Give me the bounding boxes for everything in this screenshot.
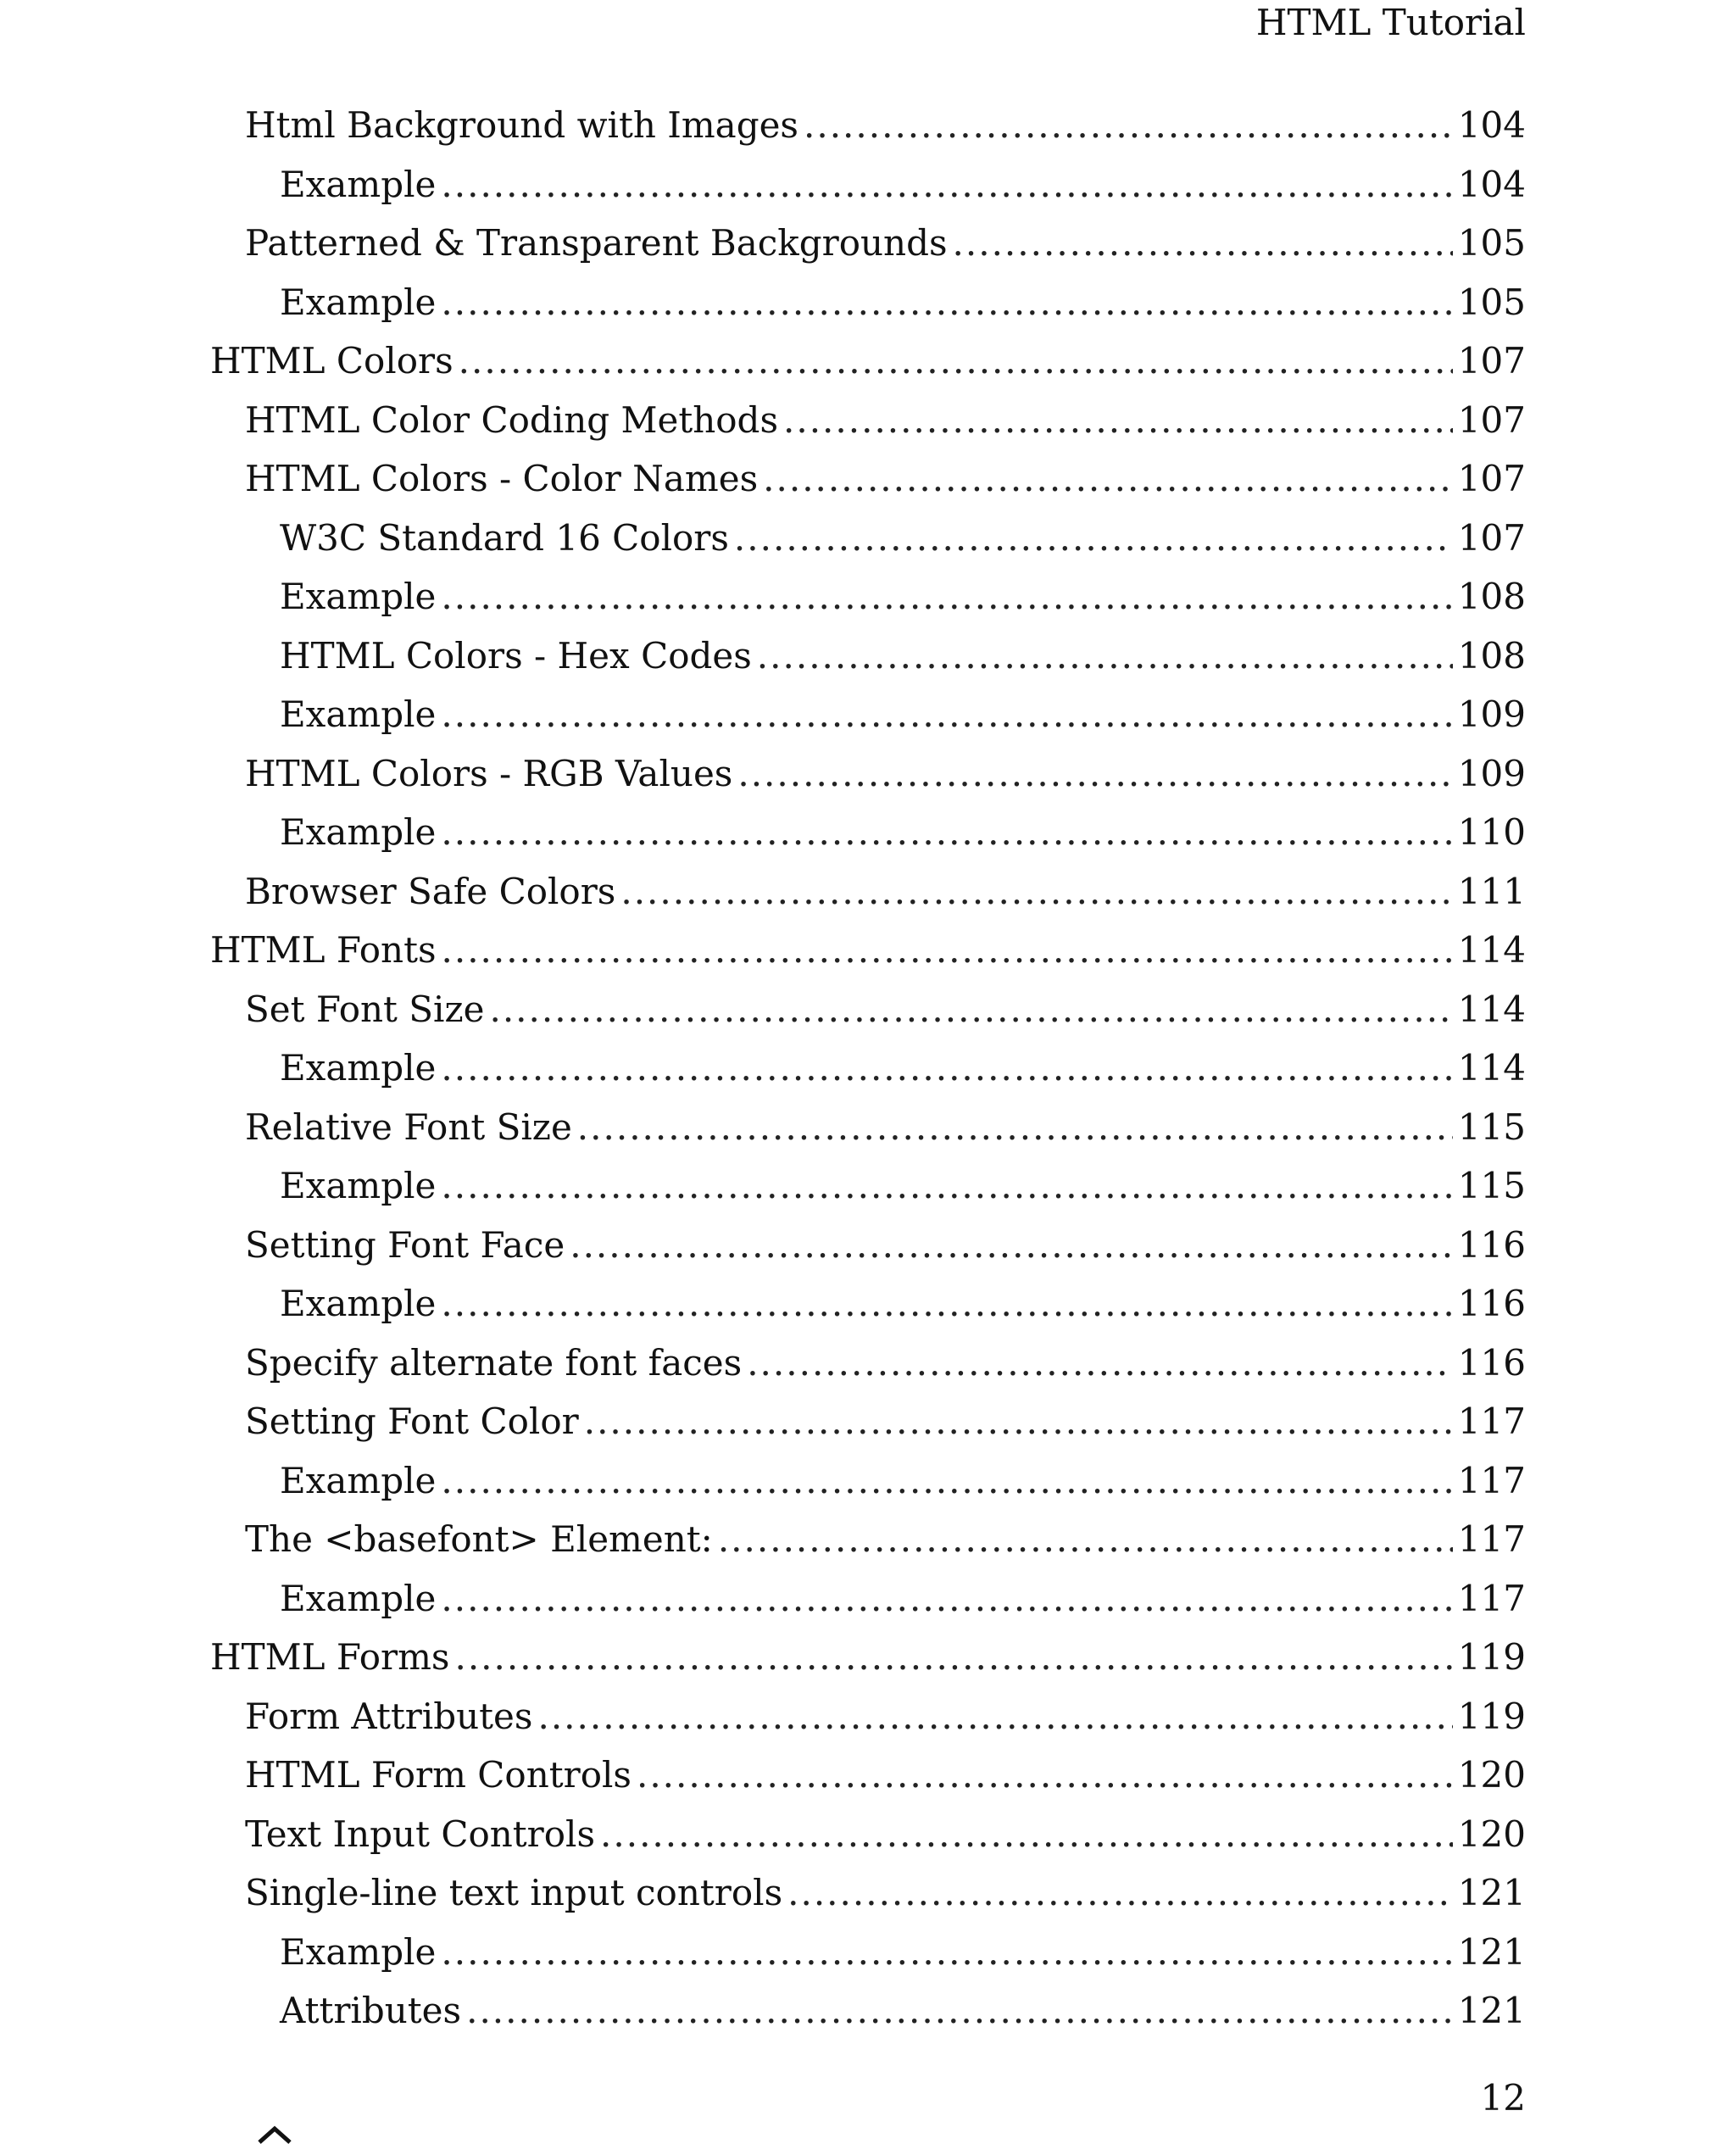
toc-entry-title: HTML Form Controls [245,1754,632,1796]
toc-entry-title: HTML Fonts [210,929,437,971]
toc-entry[interactable] [0,1514,1736,1573]
toc-entry-page: 115 [1457,1105,1526,1148]
toc-entry-page: 114 [1457,929,1526,971]
toc-entry-page: 108 [1457,576,1526,617]
toc-entry-page: 121 [1457,1990,1526,2031]
toc-entry[interactable] [0,395,1736,454]
toc-dot-leader [454,1632,1452,1683]
toc-entry-page: 117 [1457,1577,1526,1619]
toc-dot-leader [442,925,1453,976]
toc-dot-leader [637,1750,1453,1801]
toc-entry-title: Form Attributes [245,1695,533,1737]
toc-entry[interactable] [0,866,1736,926]
toc-entry-title: Attributes [280,1990,462,2031]
toc-entry[interactable] [0,925,1736,984]
toc-dot-leader [441,1927,1452,1978]
toc-dot-leader [489,984,1452,1035]
toc-entry[interactable] [0,571,1736,631]
toc-dot-leader [734,513,1453,564]
toc-entry[interactable] [0,984,1736,1044]
toc-entry[interactable] [0,1809,1736,1868]
toc-entry-title: Example [280,281,437,323]
toc-entry-page: 119 [1457,1695,1526,1737]
toc-entry-title: Example [280,1577,437,1619]
toc-entry[interactable] [0,1456,1736,1515]
toc-entry-page: 117 [1457,1518,1526,1560]
toc-dot-leader [783,395,1453,446]
toc-entry-page: 104 [1457,104,1526,146]
toc-entry[interactable] [0,749,1736,808]
toc-entry-page: 111 [1457,870,1526,912]
toc-entry-page: 104 [1457,163,1526,205]
toc-entry-page: 120 [1457,1754,1526,1796]
toc-entry-page: 108 [1457,634,1526,677]
toc-entry-title: Example [280,811,437,853]
toc-entry[interactable] [0,1927,1736,1986]
toc-entry-title: HTML Colors [210,340,453,381]
toc-entry-page: 116 [1457,1223,1526,1266]
toc-entry[interactable] [0,1632,1736,1691]
toc-entry[interactable] [0,513,1736,572]
toc-entry-title: Example [280,1283,437,1324]
toc-entry-title: Example [280,1459,437,1501]
toc-entry-page: 105 [1457,281,1526,323]
toc-entry[interactable] [0,336,1736,395]
toc-dot-leader [537,1691,1452,1742]
toc-entry-title: W3C Standard 16 Colors [280,516,729,559]
toc-entry[interactable] [0,689,1736,749]
toc-entry-title: Example [280,1930,437,1973]
toc-entry-page: 119 [1457,1636,1526,1678]
toc-entry-title: Relative Font Size [245,1105,572,1148]
toc-entry[interactable] [0,100,1736,159]
toc-entry-title: Specify alternate font faces [245,1341,743,1384]
toc-entry-page: 109 [1457,693,1526,735]
toc-dot-leader [620,866,1452,917]
toc-dot-leader [441,1043,1452,1094]
toc-entry-title: Text Input Controls [245,1813,596,1855]
toc-entry-title: Example [280,163,437,205]
toc-entry-page: 114 [1457,1047,1526,1089]
toc-entry-page: 116 [1457,1283,1526,1324]
chevron-up-icon[interactable] [254,2124,295,2144]
toc-entry[interactable] [0,159,1736,219]
toc-entry[interactable] [0,631,1736,690]
toc-entry-page: 117 [1457,1459,1526,1501]
toc-entry-page: 116 [1457,1341,1526,1384]
toc-entry-title: Example [280,693,437,735]
toc-dot-leader [804,100,1453,151]
toc-entry-title: Example [280,576,437,617]
toc-dot-leader [600,1809,1453,1860]
toc-dot-leader [441,689,1452,740]
toc-entry[interactable] [0,1043,1736,1102]
toc-dot-leader [718,1514,1453,1565]
toc-entry-title: HTML Colors - RGB Values [245,752,733,794]
toc-dot-leader [570,1220,1453,1271]
toc-entry-title: Patterned & Transparent Backgrounds [245,222,948,264]
toc-entry[interactable] [0,1985,1736,2045]
toc-entry[interactable] [0,1220,1736,1279]
toc-entry-page: 110 [1457,811,1526,853]
toc-dot-leader [953,218,1453,269]
toc-entry-page: 114 [1457,988,1526,1030]
toc-entry-page: 121 [1457,1930,1526,1973]
toc-dot-leader [441,1573,1452,1624]
toc-dot-leader [787,1868,1453,1918]
toc-entry[interactable] [0,1161,1736,1220]
running-header: HTML Tutorial [1255,2,1526,43]
toc-entry-page: 115 [1457,1165,1526,1206]
toc-dot-leader [441,1161,1452,1211]
toc-dot-leader [747,1338,1453,1389]
toc-dot-leader [441,807,1452,858]
toc-entry-title: Browser Safe Colors [245,870,616,912]
toc-entry-title: HTML Forms [210,1636,450,1678]
toc-entry[interactable] [0,454,1736,513]
toc-dot-leader [441,277,1452,328]
toc-entry-page: 107 [1457,398,1526,441]
toc-dot-leader [584,1396,1453,1447]
toc-dot-leader [577,1102,1453,1153]
toc-dot-leader [466,1985,1453,2036]
toc-entry[interactable] [0,1750,1736,1809]
toc-dot-leader [763,454,1453,504]
toc-entry-page: 117 [1457,1401,1526,1442]
toc-entry-page: 120 [1457,1813,1526,1855]
toc-entry[interactable] [0,1102,1736,1161]
toc-entry[interactable] [0,1278,1736,1338]
toc-entry-title: The <basefont> Element: [245,1518,713,1560]
toc-entry[interactable] [0,218,1736,277]
toc-entry[interactable] [0,277,1736,337]
toc-entry-page: 107 [1457,516,1526,559]
toc-entry[interactable] [0,1868,1736,1927]
page-number: 12 [1480,2077,1526,2119]
toc-entry-title: Html Background with Images [245,104,798,146]
toc-entry-title: Single-line text input controls [245,1872,783,1913]
toc-entry[interactable] [0,807,1736,866]
toc-entry-title: Setting Font Face [245,1223,565,1266]
toc-entry[interactable] [0,1338,1736,1397]
toc-entry[interactable] [0,1396,1736,1456]
table-of-contents [0,100,1736,2045]
toc-entry-title: Example [280,1165,437,1206]
toc-dot-leader [757,631,1453,682]
toc-dot-leader [441,1278,1452,1329]
toc-dot-leader [459,336,1453,387]
toc-dot-leader [441,1456,1452,1506]
toc-entry-title: HTML Color Coding Methods [245,398,778,441]
toc-entry-title: HTML Colors - Hex Codes [280,634,752,677]
toc-entry[interactable] [0,1691,1736,1751]
toc-dot-leader [441,159,1452,210]
toc-entry[interactable] [0,1573,1736,1633]
toc-entry-page: 107 [1457,458,1526,499]
toc-entry-title: Setting Font Color [245,1401,579,1442]
toc-entry-title: Example [280,1047,437,1089]
toc-entry-page: 107 [1457,340,1526,381]
toc-entry-title: Set Font Size [245,988,485,1030]
toc-dot-leader [441,571,1452,622]
toc-entry-page: 109 [1457,752,1526,794]
toc-dot-leader [737,749,1452,799]
toc-entry-page: 121 [1457,1872,1526,1913]
toc-entry-title: HTML Colors - Color Names [245,458,759,499]
toc-entry-page: 105 [1457,222,1526,264]
